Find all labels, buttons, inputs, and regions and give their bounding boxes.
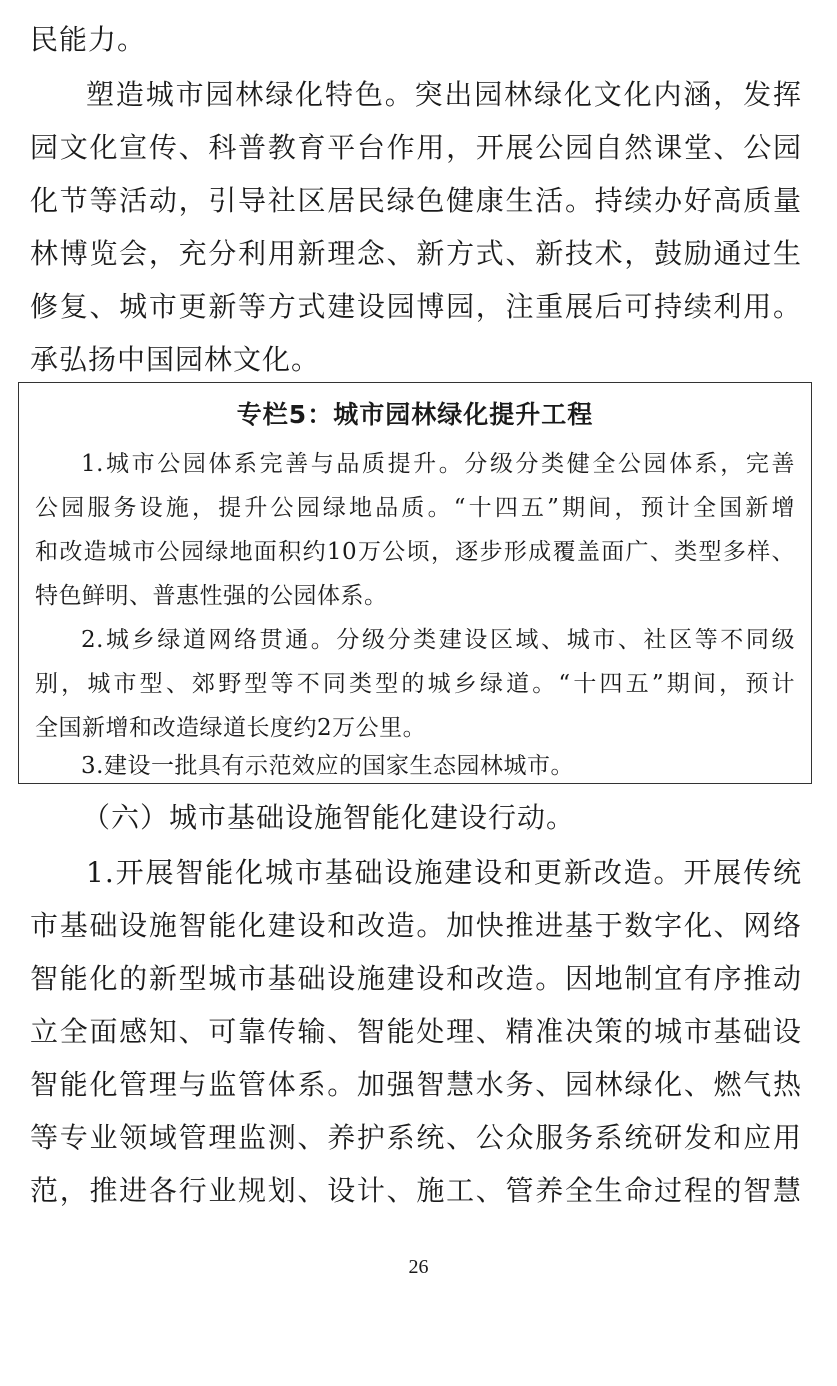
paragraph-line: 民能力。 xyxy=(30,23,147,56)
paragraph-line: 化节等活动，引导社区居民绿色健康生活。持续办好高质量 xyxy=(30,184,802,217)
paragraph-line: 园文化宣传、科普教育平台作用，开展公园自然课堂、公园 xyxy=(30,131,802,164)
box-item-line: 特色鲜明、普惠性强的公园体系。 xyxy=(35,583,388,609)
section-heading: （六）城市基础设施智能化建设行动。 xyxy=(82,801,576,834)
box-title: 专栏5：城市园林绿化提升工程 xyxy=(236,400,594,429)
paragraph-line: 范，推进各行业规划、设计、施工、管养全生命过程的智慧 xyxy=(30,1174,802,1207)
box-item-line: 和改造城市公园绿地面积约10万公顷，逐步形成覆盖面广、类型多样、 xyxy=(35,539,795,565)
paragraph-line: 智能化管理与监管体系。加强智慧水务、园林绿化、燃气热 xyxy=(30,1068,802,1101)
paragraph-line: 智能化的新型城市基础设施建设和改造。因地制宜有序推动 xyxy=(30,962,802,995)
box-item-line: 全国新增和改造绿道长度约2万公里。 xyxy=(35,715,427,741)
box-item-line: 2.城乡绿道网络贯通。分级分类建设区域、城市、社区等不同级 xyxy=(81,627,795,653)
feature-box xyxy=(18,382,812,784)
box-item-line: 1.城市公园体系完善与品质提升。分级分类健全公园体系，完善 xyxy=(81,451,795,477)
paragraph-line: 承弘扬中国园林文化。 xyxy=(30,343,321,376)
paragraph-line: 市基础设施智能化建设和改造。加快推进基于数字化、网络 xyxy=(30,909,802,942)
paragraph-line: 1.开展智能化城市基础设施建设和更新改造。开展传统 xyxy=(86,856,802,889)
paragraph-line: 等专业领域管理监测、养护系统、公众服务系统研发和应用 xyxy=(30,1121,802,1154)
paragraph-line: 立全面感知、可靠传输、智能处理、精准决策的城市基础设 xyxy=(30,1015,802,1048)
box-item-line: 别，城市型、郊野型等不同类型的城乡绿道。“十四五”期间，预计 xyxy=(35,671,795,697)
paragraph-line: 塑造城市园林绿化特色。突出园林绿化文化内涵，发挥 xyxy=(86,78,802,111)
box-item-line: 公园服务设施，提升公园绿地品质。“十四五”期间，预计全国新增 xyxy=(35,495,795,521)
page-number: 26 xyxy=(408,1256,429,1278)
paragraph-line: 修复、城市更新等方式建设园博园，注重展后可持续利用。 xyxy=(30,290,802,323)
paragraph-line: 林博览会，充分利用新理念、新方式、新技术，鼓励通过生 xyxy=(30,237,802,270)
box-item-line: 3.建设一批具有示范效应的国家生态园林城市。 xyxy=(81,753,574,779)
